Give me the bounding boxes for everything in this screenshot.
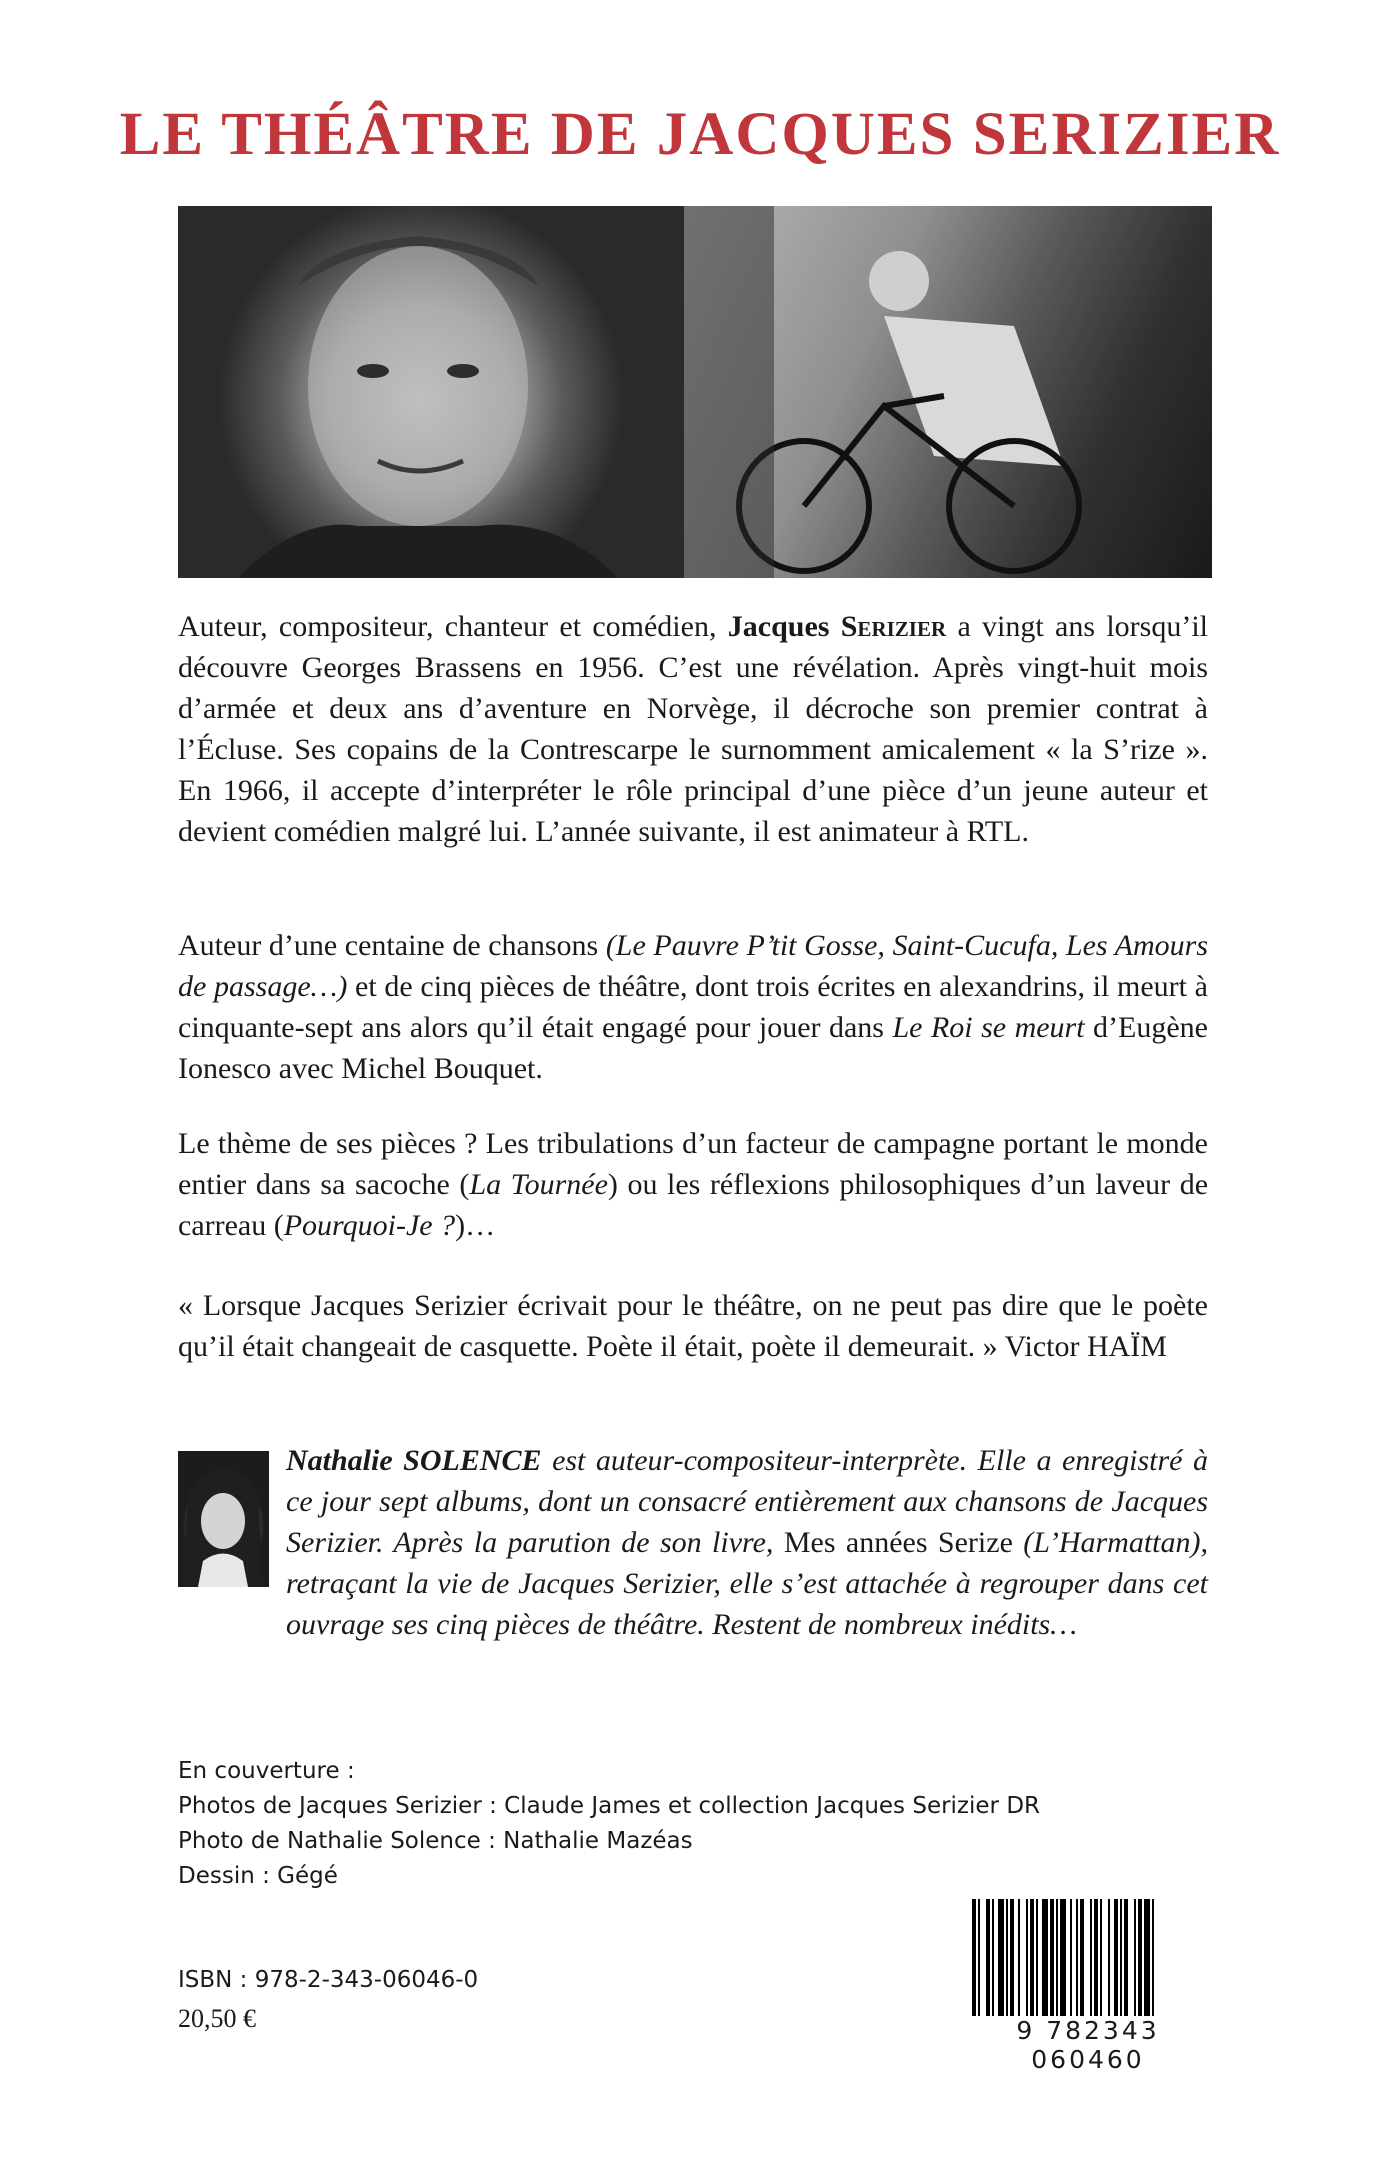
- biography-paragraph: Auteur, compositeur, chanteur et comédien, Jacques Serizier a vingt ans lorsqu’il découvre Georges Brassens en 1956. C’est une révélation. Après vingt-huit mois d’armée et deux ans d’aventure en Norvège, il décroche son premier contrat à l’Écluse. Ses copains de la Contrescarpe le surnomment amicalement « la S’rize ». En 1966, il accepte d’interpréter le rôle principal d’une pièce d’un jeune auteur et devient comédien malgré lui. L’année suivante, il est animateur à RTL.: [178, 610, 1208, 848]
- credits-line: Photos de Jacques Serizier : Claude James et collection Jacques Serizier DR: [178, 1793, 1041, 1819]
- author-portrait-photo: [178, 206, 684, 578]
- themes-paragraph: Le thème de ses pièces ? Les tribulations d’un facteur de campagne portant le monde entier dans sa sacoche (La Tournée) ou les réflexions philosophiques d’un laveur de carreau (Pourquoi-Je ?)…: [178, 1127, 1209, 1242]
- quote-paragraph: « Lorsque Jacques Serizier écrivait pour le théâtre, on ne peut pas dire que le poète qu’il était changeait de casquette. Poète il était, poète il demeurait. » Victor HAÏM: [178, 1289, 1208, 1363]
- book-title: LE THÉÂTRE DE JACQUES SERIZIER: [119, 101, 1281, 168]
- nathalie-solence-photo: [178, 1451, 269, 1587]
- barcode-digits: 9 782343 060460: [968, 2016, 1208, 2074]
- isbn: ISBN : 978-2-343-06046-0: [178, 1967, 479, 1993]
- price: 20,50 €: [178, 2004, 256, 2033]
- song-titles: (Le Pauvre P’tit Gosse, Saint-Cucufa, Les Amours de passage…): [178, 929, 1208, 1003]
- play-title: Le Roi se meurt: [892, 1011, 1085, 1044]
- credits-heading: En couverture :: [178, 1758, 355, 1784]
- credits-line: Dessin : Gégé: [178, 1863, 338, 1889]
- author-bio: Nathalie SOLENCE est auteur-compositeur-interprète. Elle a enregistré à ce jour sept albums, dont un consacré entièrement aux chansons de Jacques Serizier. Après la parution de son livre, Mes années Serize (L’Harmattan), retraçant la vie de Jacques Serizier, elle s’est attachée à regrouper dans cet ouvrage ses cinq pièces de théâtre. Restent de nombreux inédits…: [286, 1444, 1209, 1641]
- stage-bicycle-photo: [684, 206, 1212, 578]
- works-paragraph: Auteur d’une centaine de chansons (Le Pauvre P’tit Gosse, Saint-Cucufa, Les Amours de passage…) et de cinq pièces de théâtre, dont trois écrites en alexandrins, il meurt à cinquante-sept ans alors qu’il était engagé pour jouer dans Le Roi se meurt d’Eugène Ionesco avec Michel Bouquet.: [178, 929, 1208, 1085]
- credits-line: Photo de Nathalie Solence : Nathalie Mazéas: [178, 1828, 693, 1854]
- cover-credits: [178, 1754, 1040, 1894]
